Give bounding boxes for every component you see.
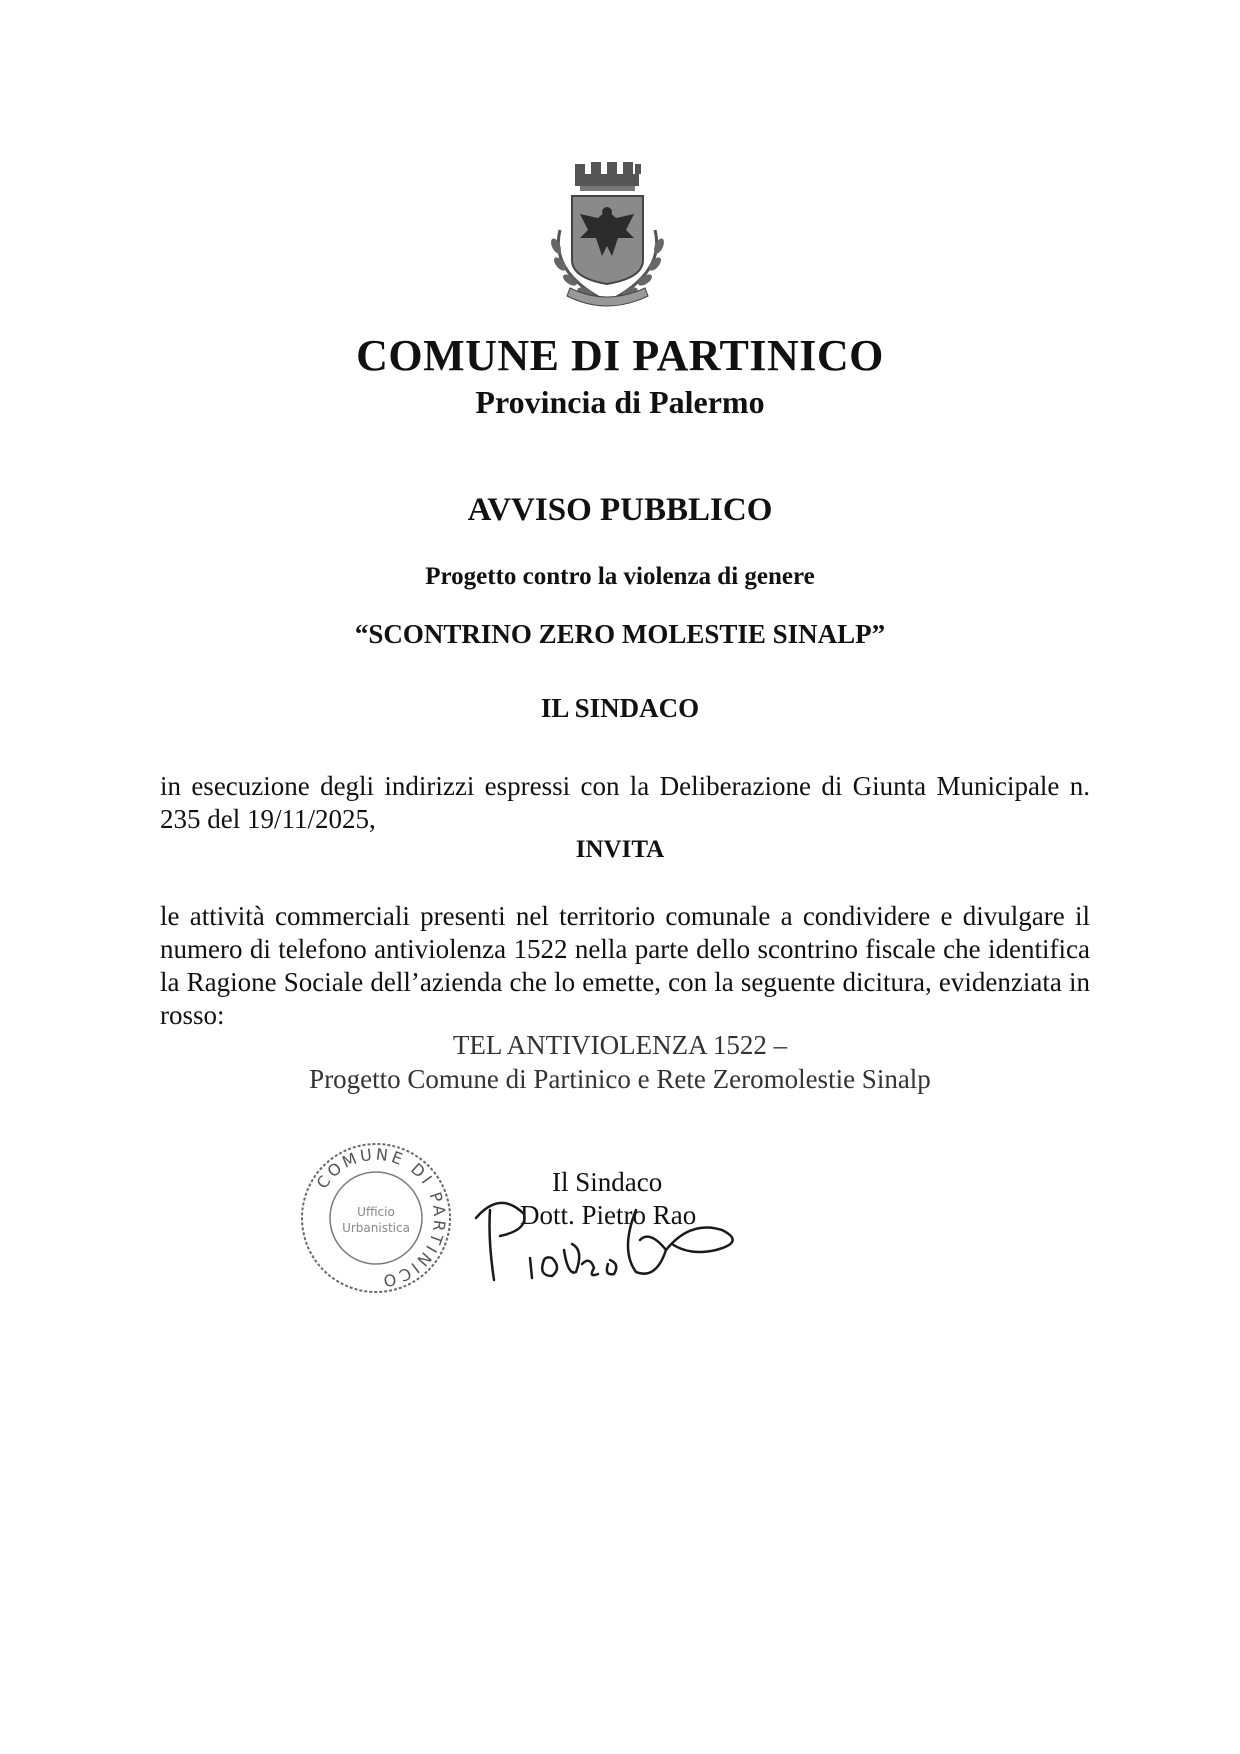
notice-heading: AVVISO PUBBLICO: [467, 492, 773, 528]
mayor-heading: IL SINDACO: [540, 693, 700, 723]
province-subtitle: Provincia di Palermo: [475, 384, 765, 420]
handwritten-signature-icon: [460, 1180, 750, 1290]
official-stamp-icon: [296, 1138, 456, 1298]
signature-name: Dott. Pietro Rao: [520, 1200, 697, 1230]
svg-text:Ufficio: Ufficio: [357, 1205, 395, 1219]
project-name: “SCONTRINO ZERO MOLESTIE SINALP”: [354, 619, 886, 649]
deliberation-paragraph: in esecuzione degli indirizzi espressi con la Deliberazione di Giunta Municipale n. 235 del 19/11/2025,: [160, 771, 1090, 834]
page-title: COMUNE DI PARTINICO: [356, 331, 884, 380]
project-line: Progetto contro la violenza di genere: [425, 563, 815, 590]
receipt-text-line1: TEL ANTIVIOLENZA 1522 –: [452, 1030, 788, 1060]
svg-text:Urbanistica: Urbanistica: [342, 1221, 410, 1235]
signature-title: Il Sindaco: [552, 1167, 663, 1197]
invitation-paragraph: le attività commerciali presenti nel territorio comunale a condividere e divulgare il numero di telefono antiviolenza 1522 nella parte dello scontrino fiscale che identifica la Ragione Sociale dell’azienda che lo emette, con la seguente dicitura, evidenziata in rosso:: [160, 901, 1090, 1030]
coat-of-arms-icon: [540, 160, 675, 320]
svg-text:COMUNE DI PARTINICO: COMUNE DI PARTINICO: [312, 1144, 450, 1292]
receipt-text-line2: Progetto Comune di Partinico e Rete Zeromolestie Sinalp: [309, 1064, 931, 1094]
invita-heading: INVITA: [575, 836, 665, 863]
